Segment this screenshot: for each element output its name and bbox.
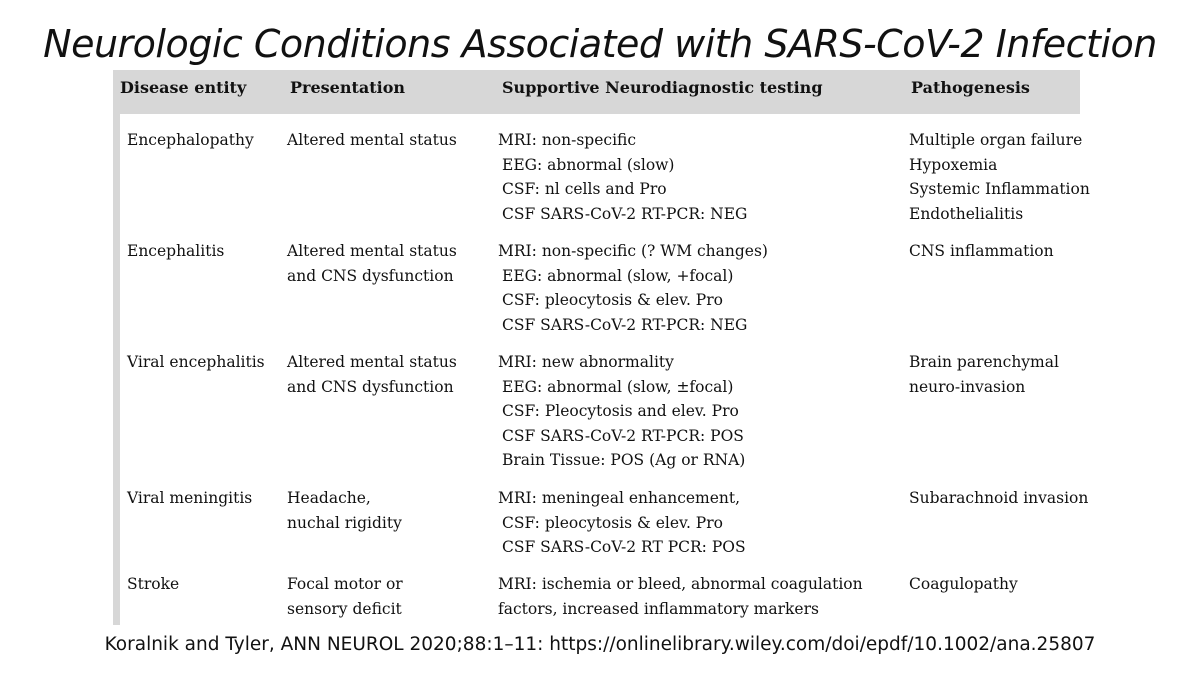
table-row-encephalitis-pathogenesis [909,239,1054,264]
presentation-line: Headache, [287,489,371,507]
pathogenesis-line: Multiple organ failure [909,131,1083,149]
table-row-stroke-testing [498,572,863,621]
table-row-viral-meningitis-presentation [287,486,402,535]
table-row-stroke-pathogenesis [909,572,1018,597]
table-row-encephalitis-presentation [287,239,457,288]
presentation-line: and CNS dysfunction [287,266,454,285]
testing-line: CSF SARS-CoV-2 RT-PCR: NEG [502,204,748,223]
testing-line: CSF: nl cells and Pro [502,180,667,198]
presentation-line: Altered mental status [287,353,457,371]
pathogenesis-line: CNS inflammation [909,242,1054,260]
table-row-encephalopathy-entity [127,128,254,153]
table-row-encephalitis-testing [498,239,768,337]
pathogenesis-line: Systemic Inflammation [909,180,1090,198]
table-row-viral-meningitis-testing [498,486,746,560]
table-row-stroke-entity [127,572,179,597]
pathogenesis-line: Subarachnoid invasion [909,489,1089,507]
header-disease-entity: Disease entity [120,78,247,97]
presentation-line: nuchal rigidity [287,513,402,532]
testing-line: MRI: new abnormality [498,353,674,371]
table-row-viral-encephalitis-entity [127,350,265,375]
testing-line: factors, increased inflammatory markers [498,599,819,618]
table-row-viral-encephalitis-pathogenesis [909,350,1059,399]
testing-line: CSF SARS-CoV-2 RT-PCR: NEG [502,315,748,334]
entity-text: Viral encephalitis [127,353,265,371]
testing-line: CSF: pleocytosis & elev. Pro [502,291,723,309]
table-row-viral-encephalitis-testing [498,350,745,473]
footer-citation: Koralnik and Tyler, ANN NEUROL 2020;88:1–11: https://onlinelibrary.wiley.com/doi/epdf/10.1002/ana.25807 [104,634,1096,655]
entity-text: Viral meningitis [127,489,253,507]
testing-line: CSF: Pleocytosis and elev. Pro [502,402,739,420]
testing-line: MRI: meningeal enhancement, [498,489,741,507]
pathogenesis-line: Endothelialitis [909,204,1024,223]
table-left-border [113,70,120,625]
table-row-viral-meningitis-pathogenesis [909,486,1088,511]
testing-line: EEG: abnormal (slow, ±focal) [502,377,734,396]
testing-line: EEG: abnormal (slow, +focal) [502,266,734,285]
testing-line: CSF SARS-CoV-2 RT-PCR: POS [502,426,744,445]
entity-text: Stroke [127,575,180,593]
presentation-line: and CNS dysfunction [287,377,454,396]
testing-line: MRI: non-specific [498,131,637,149]
presentation-line: Altered mental status [287,131,457,149]
testing-line: CSF SARS-CoV-2 RT PCR: POS [502,538,746,556]
pathogenesis-line: Brain parenchymal [909,353,1059,371]
conditions-table [113,70,1090,625]
entity-text: Encephalopathy [127,131,254,149]
pathogenesis-line: neuro-invasion [909,377,1026,396]
header-testing: Supportive Neurodiagnostic testing [502,78,823,97]
table-row-encephalopathy-pathogenesis [909,128,1090,226]
table-row-encephalopathy-presentation [287,128,457,153]
testing-line: CSF: pleocytosis & elev. Pro [502,513,723,532]
table-row-stroke-presentation [287,572,403,621]
testing-line: Brain Tissue: POS (Ag or RNA) [502,451,746,469]
presentation-line: Focal motor or [287,575,403,593]
header-presentation: Presentation [290,78,405,97]
pathogenesis-line: Coagulopathy [909,575,1018,593]
slide-title: Neurologic Conditions Associated with SARS-CoV-2 Infection [43,22,1157,66]
presentation-line: sensory deficit [287,599,402,618]
table-row-encephalitis-entity [127,239,224,264]
table-row-encephalopathy-testing [498,128,747,226]
testing-line: EEG: abnormal (slow) [502,155,675,174]
table-row-viral-encephalitis-presentation [287,350,457,399]
testing-line: MRI: ischemia or bleed, abnormal coagulation [498,575,863,593]
entity-text: Encephalitis [127,242,225,260]
pathogenesis-line: Hypoxemia [909,155,998,174]
testing-line: MRI: non-specific (? WM changes) [498,242,768,260]
header-pathogenesis: Pathogenesis [911,78,1030,97]
presentation-line: Altered mental status [287,242,457,260]
table-row-viral-meningitis-entity [127,486,252,511]
